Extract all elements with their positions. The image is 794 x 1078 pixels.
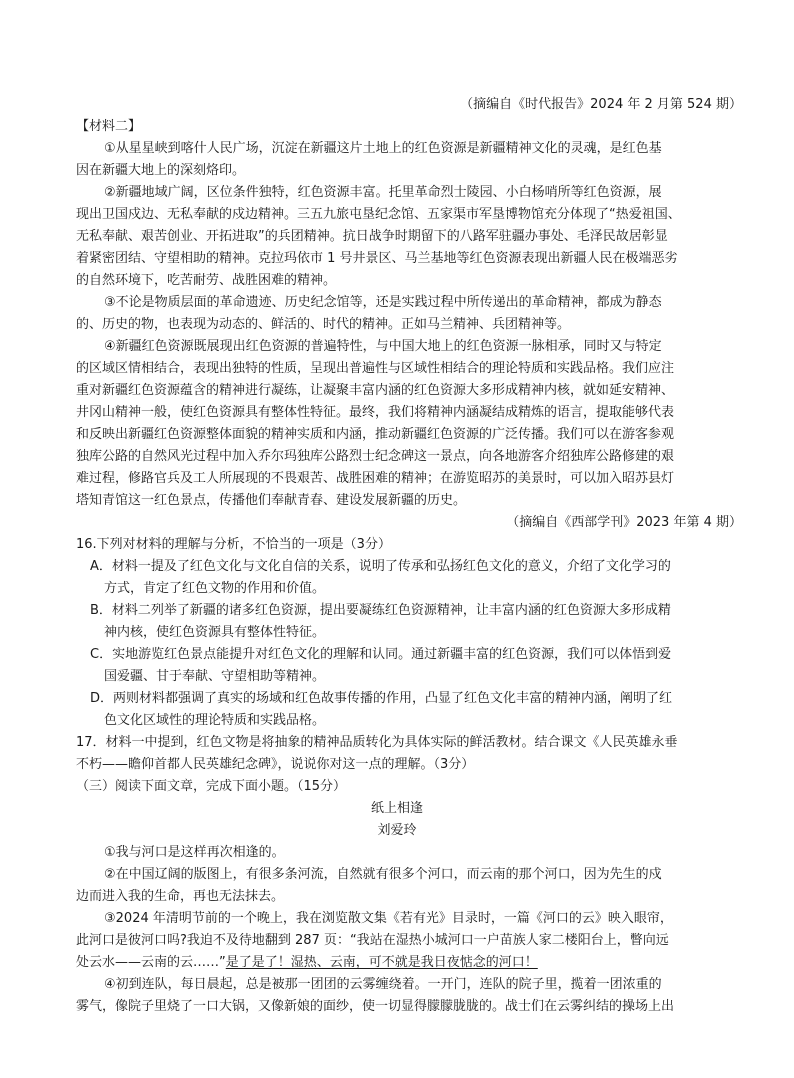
section-3-heading: （三）阅读下面文章，完成下面小题。（15分） [76,779,347,794]
material2-heading: 【材料二】 [76,119,142,134]
paragraph-line: ②新疆地域广阔，区位条件独特，红色资源丰富。托里革命烈士陵园、小白杨哨所等红色资源，展 [104,185,662,200]
paragraph-line: ④新疆红色资源既展现出红色资源的普遍特性，与中国大地上的红色资源一脉相承，同时又与特定 [104,339,662,354]
option-b-cont: 神内核，使红色资源具有整体性特征。 [104,625,326,640]
article-paragraph: 雾气，像院子里烧了一口大锅，又像新娘的面纱，使一切显得朦朦胧胧的。战士们在云雾纠结的操场上出 [76,999,675,1014]
option-d: D．两则材料都强调了真实的场域和红色故事传播的作用，凸显了红色文化丰富的精神内涵，阐明了红 [90,691,673,706]
paragraph-line: 的区域区情相结合，表现出独特的性质，呈现出普遍性与区域性相结合的理论特质和实践品格。我们应注 [76,361,675,376]
paragraph-line: 现出卫国戍边、无私奉献的戍边精神。三五九旅屯垦纪念馆、五家渠市军垦博物馆充分体现了“热爱祖国、 [76,207,681,222]
article-paragraph: 边而进入我的生命，再也无法抹去。 [76,889,285,904]
paragraph-line: 井冈山精神一般，使红色资源具有整体性特征。最终，我们将精神内涵凝结成精炼的语言，提取能够代表 [76,405,675,420]
option-c-cont: 国爱疆、甘于奉献、守望相助等精神。 [104,669,326,684]
paragraph-line: 难过程，修路官兵及工人所展现的不畏艰苦、战胜困难的精神；在游览昭苏的美景时，可以加入昭苏县灯 [76,471,675,486]
paragraph-line: 的、历史的物，也表现为动态的、鲜活的、时代的精神。正如马兰精神、兵团精神等。 [76,317,571,332]
paragraph-line: 着紧密团结、守望相助的精神。克拉玛依市 1 号井景区、马兰基地等红色资源表现出新疆人民在极端恶劣 [76,251,678,266]
question-17: 17．材料一中提到，红色文物是将抽象的精神品质转化为具体实际的鲜活教材。结合课文《人民英雄永垂 [76,735,678,750]
article-paragraph-last [76,953,538,973]
article-paragraph: ④初到连队，每日晨起，总是被那一团团的云雾缠绕着。一开门，连队的院子里，揽着一团浓重的 [104,977,662,992]
paragraph-line: ①从星星峡到喀什人民广场，沉淀在新疆这片土地上的红色资源是新疆精神文化的灵魂，是红色基 [104,141,662,156]
quote-end: 处云水——云南的云……” [76,955,226,970]
option-a-cont: 方式，肯定了红色文物的作用和价值。 [104,581,326,596]
underlined-sentence: 是了是了！湿热、云南，可不就是我日夜惦念的河口！ [225,955,538,970]
article-paragraph: ②在中国辽阔的版图上，有很多条河流，自然就有很多个河口，而云南的那个河口，因为先生的戍 [104,867,662,882]
paragraph-line: 无私奉献、艰苦创业、开拓进取”的兵团精神。抗日战争时期留下的八路军驻疆办事处、毛泽民故居彰显 [76,229,668,244]
paragraph-line: 因在新疆大地上的深刻烙印。 [76,163,246,178]
option-d-cont: 色文化区域性的理论特质和实践品格。 [104,713,326,728]
question-17-cont: 不朽——瞻仰首都人民英雄纪念碑》，说说你对这一点的理解。（3分） [76,757,475,772]
option-a: A．材料一提及了红色文化与文化自信的关系，说明了传承和弘扬红色文化的意义，介绍了文化学习的 [90,559,671,574]
paragraph-line: 的自然环境下，吃苦耐劳、战胜困难的精神。 [76,273,337,288]
article-paragraph: ③2024 年清明节前的一个晚上，我在浏览散文集《若有光》目录时，一篇《河口的云》映入眼帘， [104,911,673,926]
option-b: B．材料二列举了新疆的诸多红色资源，提出要凝练红色资源精神，让丰富内涵的红色资源大多形成精 [90,603,671,618]
article-author: 刘爱玲 [377,823,417,838]
article-title: 纸上相逢 [370,801,423,816]
source-citation-2: （摘编自《西部学刊》2023 年第 4 期） [506,515,742,530]
source-citation-1: （摘编自《时代报告》2024 年 2 月第 524 期） [460,97,742,112]
paragraph-line: 和反映出新疆红色资源整体面貌的精神实质和内涵，推动新疆红色资源的广泛传播。我们可以在游客参观 [76,427,675,442]
question-16-stem: 16.下列对材料的理解与分析，不恰当的一项是（3分） [76,537,391,552]
article-paragraph: ①我与河口是这样再次相逢的。 [104,845,285,860]
paragraph-line: 独库公路的自然风光过程中加入乔尔玛独库公路烈士纪念碑这一景点，向各地游客介绍独库公路修建的艰 [76,449,675,464]
paragraph-line: ③不论是物质层面的革命遗迹、历史纪念馆等，还是实践过程中所传递出的革命精神，都成为静态 [104,295,662,310]
article-paragraph: 此河口是彼河口吗?我迫不及待地翻到 287 页：“我站在湿热小城河口一户苗族人家二楼阳台上，瞥向远 [76,933,669,948]
paragraph-line: 重对新疆红色资源蕴含的精神进行凝练，让凝聚丰富内涵的红色资源大多形成精神内核，就如延安精神、 [76,383,675,398]
option-c: C．实地游览红色景点能提升对红色文化的理解和认同。通过新疆丰富的红色资源，我们可以体悟到爱 [90,647,672,662]
paragraph-line: 塔知青馆这一红色景点，传播他们奉献青春、建设发展新疆的历史。 [76,493,467,508]
